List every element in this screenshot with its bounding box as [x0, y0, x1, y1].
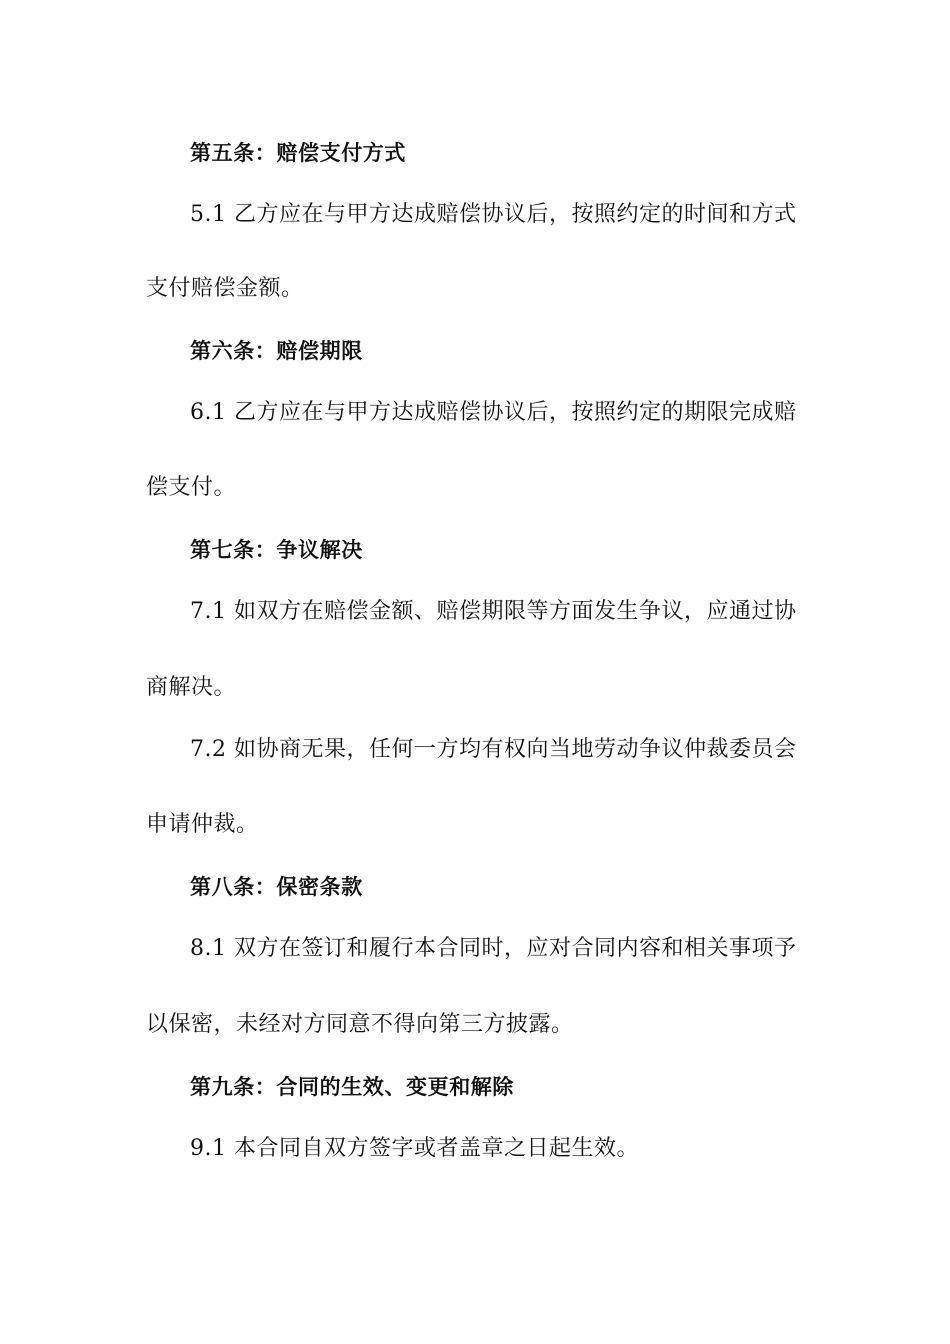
section-heading: 第六条：赔偿期限	[190, 339, 363, 363]
paragraph-line: 5.1 乙方应在与甲方达成赔偿协议后，按照约定的时间和方式	[190, 202, 797, 227]
paragraph-line: 8.1 双方在签订和履行本合同时，应对合同内容和相关事项予	[190, 936, 797, 961]
section-heading: 第九条：合同的生效、变更和解除	[190, 1075, 514, 1099]
paragraph-line: 偿支付。	[146, 475, 237, 500]
paragraph-line: 9.1 本合同自双方签字或者盖章之日起生效。	[190, 1136, 639, 1161]
paragraph-line: 商解决。	[146, 675, 237, 700]
paragraph-line: 以保密，未经对方同意不得向第三方披露。	[146, 1012, 574, 1037]
paragraph-line: 7.1 如双方在赔偿金额、赔偿期限等方面发生争议，应通过协	[190, 599, 797, 624]
section-heading: 第五条：赔偿支付方式	[190, 141, 406, 165]
paragraph-line: 7.2 如协商无果，任何一方均有权向当地劳动争议仲裁委员会	[190, 737, 797, 762]
paragraph-line: 6.1 乙方应在与甲方达成赔偿协议后，按照约定的期限完成赔	[190, 400, 797, 425]
section-heading: 第八条：保密条款	[190, 875, 363, 899]
paragraph-line: 申请仲裁。	[146, 812, 259, 837]
paragraph-line: 支付赔偿金额。	[146, 276, 304, 301]
section-heading: 第七条：争议解决	[190, 538, 363, 562]
